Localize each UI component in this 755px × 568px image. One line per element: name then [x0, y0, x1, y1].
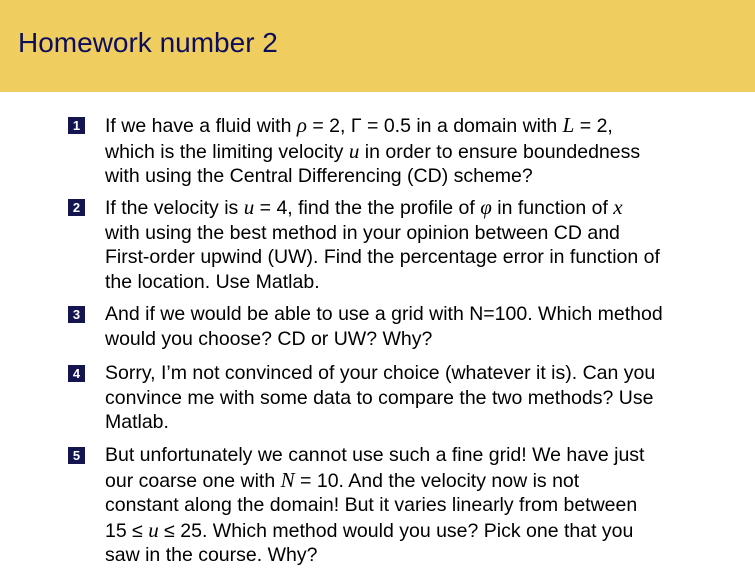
item-number-badge: 5: [68, 447, 85, 464]
text-line: [105, 164, 640, 189]
text-line: [105, 221, 660, 246]
text-segment: our coarse one with: [105, 469, 281, 492]
text-segment: If we have a fluid with: [105, 115, 297, 137]
text-segment: Matlab.: [105, 411, 169, 434]
text-line: [105, 386, 655, 411]
math-variable: L: [562, 113, 575, 137]
text-line: [105, 245, 660, 270]
item-text: [105, 443, 644, 568]
text-line: [105, 518, 644, 544]
text-line: [105, 302, 663, 327]
text-segment: with using the Central Differencing (CD) scheme?: [105, 165, 533, 188]
math-variable: ρ: [296, 113, 307, 137]
text-segment: = 2, Γ = 0.5 in a domain with: [306, 115, 563, 137]
text-segment: = 10. And the velocity now is not: [294, 469, 580, 492]
text-segment: the location. Use Matlab.: [105, 270, 320, 293]
text-line: [105, 195, 660, 221]
text-line: [105, 361, 655, 386]
item-number-badge: 3: [68, 306, 85, 323]
item-text: [105, 302, 663, 351]
math-variable: φ: [480, 195, 492, 219]
text-segment: And if we would be able to use a grid with N=100. Which method: [105, 303, 663, 325]
item-text: [105, 195, 660, 294]
text-segment: with using the best method in your opinion between CD and: [105, 221, 620, 244]
text-line: [105, 139, 640, 165]
text-segment: in order to ensure boundedness: [359, 140, 641, 163]
item-number-badge: 1: [68, 117, 85, 134]
text-segment: which is the limiting velocity: [105, 140, 349, 163]
math-variable: u: [148, 517, 159, 542]
text-segment: = 4, find the the profile of: [254, 197, 481, 219]
text-line: [105, 113, 640, 139]
math-variable: N: [280, 467, 295, 492]
math-variable: u: [243, 195, 255, 219]
text-segment: If the velocity is: [105, 197, 244, 219]
text-segment: constant along the domain! But it varies linearly from between: [105, 494, 638, 517]
item-number-badge: 2: [68, 199, 85, 216]
text-segment: saw in the course. Why?: [105, 544, 318, 567]
text-line: [105, 443, 644, 468]
text-segment: 15 ≤: [105, 519, 149, 542]
item-text: [105, 361, 655, 435]
text-line: [105, 327, 663, 352]
text-line: [105, 270, 660, 295]
text-segment: First-order upwind (UW). Find the percentage error in function of: [105, 246, 660, 269]
slide-header: [0, 0, 755, 92]
slide-title: Homework number 2: [18, 27, 278, 58]
item-number-badge: 4: [68, 365, 85, 382]
text-segment: But unfortunately we cannot use such a fine grid! We have just: [105, 444, 645, 466]
text-line: [105, 493, 644, 518]
text-line: [105, 468, 644, 494]
text-segment: = 2,: [574, 115, 613, 137]
text-segment: convince me with some data to compare the two methods? Use: [105, 386, 654, 409]
math-variable: u: [348, 138, 360, 163]
text-segment: in function of: [491, 197, 614, 219]
text-line: [105, 543, 644, 568]
text-segment: ≤ 25. Which method would you use? Pick one that you: [158, 519, 634, 542]
text-segment: Sorry, I’m not convinced of your choice (whatever it is). Can you: [105, 362, 656, 384]
math-variable: x: [613, 195, 623, 219]
item-text: [105, 113, 640, 189]
text-segment: would you choose? CD or UW? Why?: [105, 327, 433, 350]
text-line: [105, 410, 655, 435]
